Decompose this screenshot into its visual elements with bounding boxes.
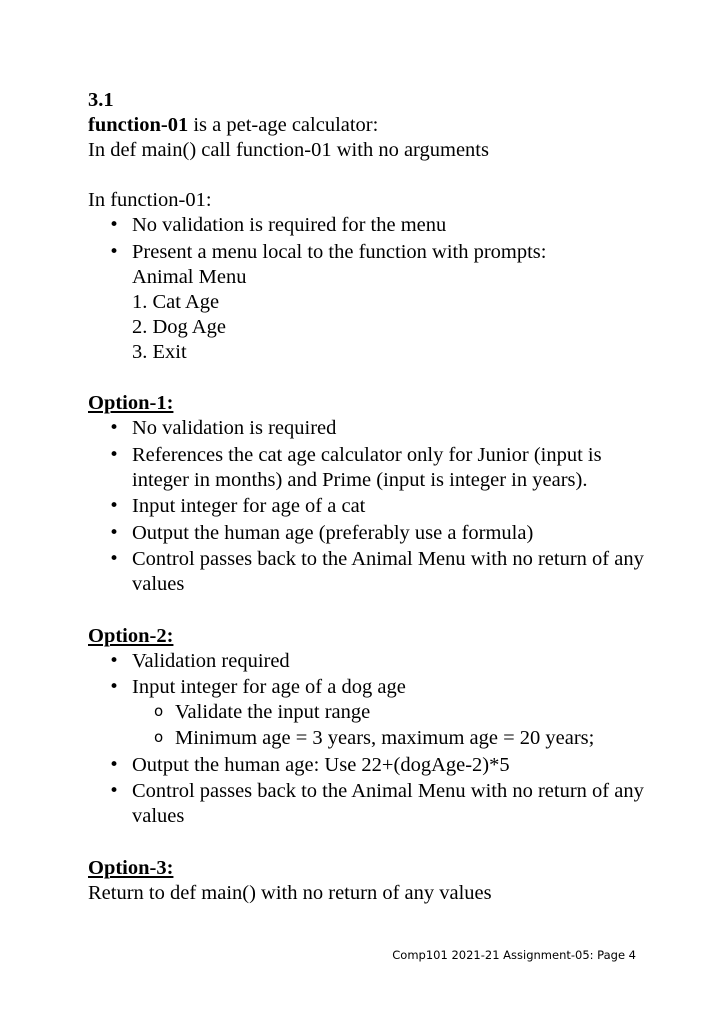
sub-list-item: o Validate the input range [132,700,648,725]
menu-line: 1. Cat Age [132,290,220,313]
list-item: • No validation is required for the menu [88,213,648,238]
option-1-heading: Option-1: [88,392,174,414]
menu-line: 2. Dog Age [132,315,226,338]
main-call-line: In def main() call function-01 with no arguments [88,139,489,161]
sub-list-item: o Minimum age = 3 years, maximum age = 20 years; [132,726,648,751]
page-content [88,88,648,906]
option-3-heading: Option-3: [88,856,174,879]
list-item: • Output the human age (preferably use a formula) [88,521,648,546]
function-name: function-01 [88,114,189,136]
list-item: • Present a menu local to the function with prompts: Animal Menu 1. Cat Age 2. Dog Age 3. Exit [88,240,648,365]
list-item: • Input integer for age of a dog age o Validate the input range o Minimum age = 3 years, maximum age = 20 years; [88,675,648,751]
list-item: • Control passes back to the Animal Menu with no return of any values [88,779,648,829]
list-item: • Validation required [88,649,648,674]
function-section-list [88,213,648,365]
page-footer: Comp101 2021-21 Assignment-05: Page 4 [392,948,636,962]
list-item: • Input integer for age of a cat [88,494,648,519]
option-1-list [88,416,648,597]
function-description: is a pet-age calculator: [188,114,379,136]
list-item: • References the cat age calculator only for Junior (input is integer in months) and Prime (input is integer in years). [88,443,648,493]
intro-line [88,113,648,138]
section-number: 3.1 [88,89,114,111]
function-section-heading: In function-01: [88,189,212,211]
spacer [88,163,648,188]
option-2-sub-list [132,700,648,751]
option-2-list [88,649,648,830]
list-item: • No validation is required [88,416,648,441]
menu-line: 3. Exit [132,340,187,363]
list-item: • Output the human age: Use 22+(dogAge-2)*5 [88,753,648,778]
spacer [88,366,648,391]
spacer [88,599,648,624]
list-item: • Control passes back to the Animal Menu with no return of any values [88,547,648,597]
option-2-heading: Option-2: [88,624,174,647]
menu-line: Animal Menu [132,265,247,288]
animal-menu-lines [132,265,648,365]
option-3-text: Return to def main() with no return of any values [88,881,492,904]
spacer [88,831,648,856]
